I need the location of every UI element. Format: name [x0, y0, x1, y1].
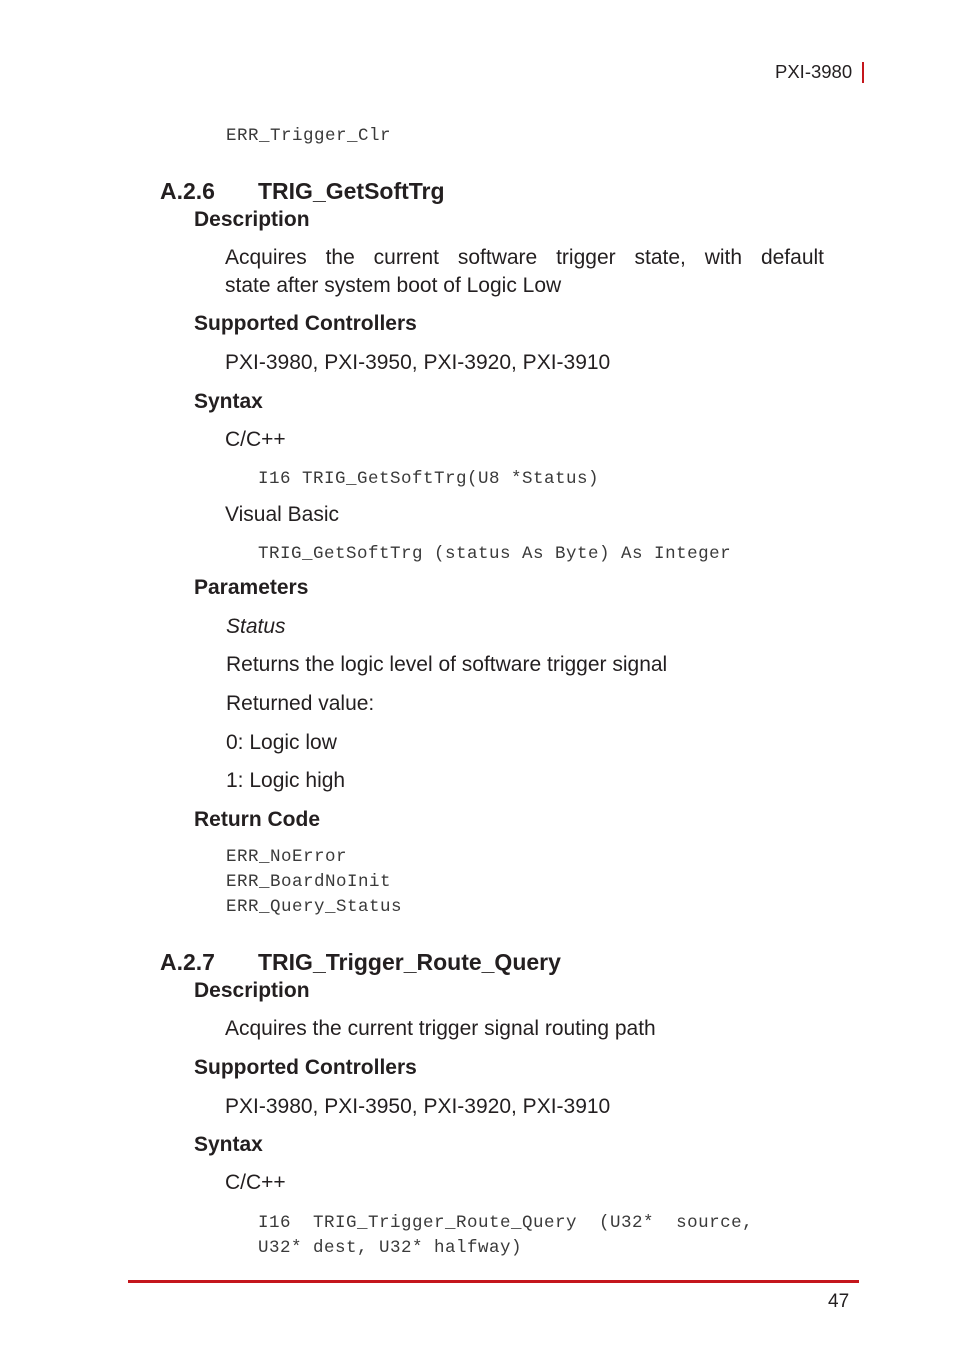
description-text: Acquires the current trigger signal routing path — [225, 1017, 656, 1040]
return-code-item: ERR_Query_Status — [226, 897, 403, 917]
code-line: I16 TRIG_GetSoftTrg(U8 *Status) — [258, 469, 600, 489]
code-line: I16 TRIG_Trigger_Route_Query (U32* source, — [258, 1213, 754, 1233]
parameter-description: Returns the logic level of software trigger signal — [226, 653, 668, 676]
subheading-description: Description — [194, 979, 310, 1002]
section-number: A.2.6 — [160, 178, 215, 204]
section-title: TRIG_GetSoftTrg — [258, 178, 445, 204]
subheading-syntax: Syntax — [194, 1133, 263, 1156]
running-header-product: PXI-3980 — [775, 61, 853, 82]
return-code-item: ERR_BoardNoInit — [226, 872, 392, 892]
return-code-item: ERR_NoError — [226, 847, 348, 867]
subheading-parameters: Parameters — [194, 576, 309, 599]
description-text-line: Acquires the current software trigger state, with default — [225, 246, 824, 269]
section-title: TRIG_Trigger_Route_Query — [258, 949, 561, 975]
subheading-supported-controllers: Supported Controllers — [194, 312, 417, 335]
code-line: TRIG_GetSoftTrg (status As Byte) As Integer — [258, 544, 732, 564]
subheading-description: Description — [194, 208, 310, 231]
subheading-return-code: Return Code — [194, 808, 320, 831]
subheading-supported-controllers: Supported Controllers — [194, 1056, 417, 1079]
code-line: U32* dest, U32* halfway) — [258, 1238, 523, 1258]
footer-rule — [128, 1280, 859, 1283]
parameter-name: Status — [226, 615, 286, 638]
language-label-vb: Visual Basic — [225, 503, 340, 526]
page-number: 47 — [828, 1291, 850, 1312]
returned-value-item: 1: Logic high — [226, 769, 346, 792]
subheading-syntax: Syntax — [194, 390, 263, 413]
returned-value-item: 0: Logic low — [226, 731, 337, 754]
controllers-list: PXI-3980, PXI-3950, PXI-3920, PXI-3910 — [225, 1095, 611, 1118]
description-text-line: state after system boot of Logic Low — [225, 274, 562, 297]
code-line: ERR_Trigger_Clr — [226, 126, 392, 146]
language-label-cpp: C/C++ — [225, 1171, 286, 1194]
language-label-cpp: C/C++ — [225, 428, 286, 451]
section-number: A.2.7 — [160, 949, 215, 975]
header-accent-bar — [862, 62, 864, 83]
returned-value-label: Returned value: — [226, 692, 375, 715]
controllers-list: PXI-3980, PXI-3950, PXI-3920, PXI-3910 — [225, 351, 611, 374]
